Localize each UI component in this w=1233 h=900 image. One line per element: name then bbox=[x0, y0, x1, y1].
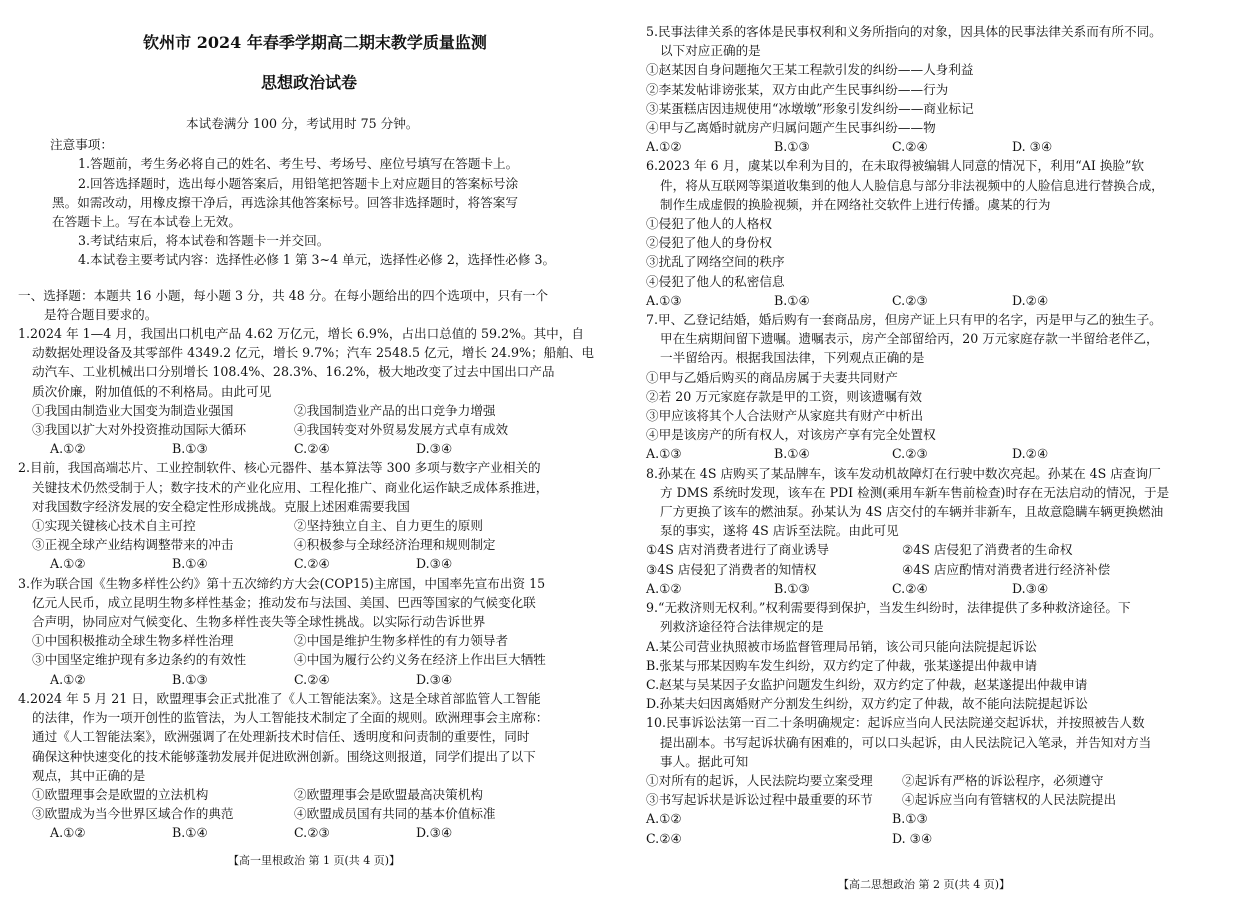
statement-4: ④欧盟成员国有共同的基本价值标准 bbox=[294, 806, 496, 822]
answer-b: B.①④ bbox=[172, 825, 208, 841]
question-1-text: 质次价廉，附加值低的不利格局。由此可见 bbox=[32, 383, 272, 399]
statement-4: ④4S 店应酌情对消费者进行经济补偿 bbox=[902, 561, 1111, 577]
statement-2: ②4S 店侵犯了消费者的生命权 bbox=[902, 542, 1073, 558]
statement-3: ③甲应该将其个人合法财产从家庭共有财产中析出 bbox=[646, 408, 924, 424]
question-4-text: 的法律，作为一项开创性的监管法，为人工智能技术制定了全面的规则。欧洲理事会主席称： bbox=[32, 710, 549, 726]
statement-1: ①对所有的起诉，人民法院均要立案受理 bbox=[646, 772, 873, 788]
question-4-statements bbox=[18, 804, 606, 823]
answer-a: A.①② bbox=[646, 139, 682, 155]
answer-d: D. ③④ bbox=[1012, 139, 1053, 155]
notice-line: 1.答题前，考生务必将自己的姓名、考生号、考场号、座位号填写在答题卡上。 bbox=[78, 156, 519, 172]
question-5: 5.民事法律关系的客体是民事权利和义务所指向的对象，因具体的民事法律关系而有所不同。 bbox=[646, 24, 1162, 39]
right-column bbox=[646, 22, 1218, 848]
question-8-answers bbox=[646, 579, 1218, 598]
answer-a: A.①② bbox=[646, 811, 682, 827]
answer-d: D. ③④ bbox=[892, 830, 933, 846]
statement-2: ②李某发帖诽谤张某，双方由此产生民事纠纷——行为 bbox=[646, 81, 949, 97]
section-heading-cont: 是符合题目要求的。 bbox=[44, 306, 158, 322]
statement-4: ④甲与乙离婚时就房产归属问题产生民事纠纷——物 bbox=[646, 120, 936, 136]
answer-b: B.①③ bbox=[774, 139, 810, 155]
statement-4: ④甲是该房产的所有权人，对该房产享有完全处置权 bbox=[646, 427, 936, 443]
question-10-text: 提出副本。书写起诉状确有困难的，可以口头起诉，由人民法院记入笔录，并告知对方当 bbox=[660, 734, 1152, 750]
answer-d: D.③④ bbox=[416, 556, 453, 572]
left-column bbox=[18, 114, 606, 843]
statement-1: ①赵某因自身问题拖欠王某工程款引发的纠纷——人身利益 bbox=[646, 62, 974, 78]
question-1-text: 动数据处理设备及其零部件 4349.2 亿元，增长 9.7%；汽车 2548.5 亿元，增长 24.9%；船舶、电 bbox=[32, 345, 594, 361]
answer-b: B.①④ bbox=[774, 292, 810, 308]
statement-1: ①欧盟理事会是欧盟的立法机构 bbox=[32, 786, 209, 802]
question-3: 3.作为联合国《生物多样性公约》第十五次缔约方大会(COP15)主席国，中国率先宣布出资 15 bbox=[18, 575, 546, 591]
statement-3: ③中国坚定维护现有多边条约的有效性 bbox=[32, 652, 247, 668]
statement-3: ③欧盟成为当今世界区域合作的典范 bbox=[32, 806, 234, 822]
statement-2: ②我国制造业产品的出口竞争力增强 bbox=[294, 402, 496, 418]
question-2-text: 对我国数字经济发展的安全稳定性形成挑战。克服上述困难需要我国 bbox=[32, 498, 410, 514]
question-1: 1.2024 年 1—4 月，我国出口机电产品 4.62 万亿元，增长 6.9%，占出口总值的 59.2%。其中，自 bbox=[18, 326, 584, 342]
statement-4: ④起诉应当向有管辖权的人民法院提出 bbox=[902, 792, 1117, 808]
statement-4: ④侵犯了他人的私密信息 bbox=[646, 273, 785, 289]
question-4-text: 观点，其中正确的是 bbox=[32, 767, 146, 783]
question-2-statements bbox=[18, 516, 606, 535]
answer-d: D.③④ bbox=[1012, 580, 1049, 596]
question-1-text: 动汽车、工业机械出口分别增长 108.4%、28.3%、16.2%，极大地改变了过去中国出口产品 bbox=[32, 364, 555, 380]
notice-line: 黑。如需改动，用橡皮擦干净后，再选涂其他答案标号。回答非选择题时，将答案写 bbox=[52, 194, 518, 210]
answer-a: A.①③ bbox=[646, 292, 682, 308]
question-8: 8.孙某在 4S 店购买了某品牌车，该车发动机故障灯在行驶中数次亮起。孙某在 4S 店查询厂 bbox=[646, 465, 1161, 481]
answer-c: C.②④ bbox=[294, 441, 330, 457]
statement-3: ③书写起诉状是诉讼过程中最重要的环节 bbox=[646, 792, 873, 808]
answer-c: C.②③ bbox=[294, 825, 330, 841]
answer-b: B.①④ bbox=[774, 446, 810, 462]
question-10-statements bbox=[646, 790, 1218, 809]
question-10-answers bbox=[646, 809, 1218, 828]
question-5-answers bbox=[646, 137, 1218, 156]
question-5-text: 以下对应正确的是 bbox=[660, 43, 761, 59]
notice-line: 3.考试结束后，将本试卷和答题卡一并交回。 bbox=[78, 233, 330, 249]
statement-1: ①侵犯了他人的人格权 bbox=[646, 216, 772, 232]
question-8-text: 方 DMS 系统时发现，该车在 PDI 检测(乘用车新车售前检查)时存在无法启动的情况，于是 bbox=[660, 484, 1170, 500]
statement-1: ①甲与乙婚后购买的商品房属于夫妻共同财产 bbox=[646, 369, 898, 385]
answer-d: D.③④ bbox=[416, 825, 453, 841]
question-2-statements bbox=[18, 535, 606, 554]
answer-b: B.①③ bbox=[774, 580, 810, 596]
question-4-text: 通过《人工智能法案》，欧洲强调了在处理新技术时信任、透明度和问责制的重要性，同时 bbox=[32, 729, 530, 745]
answer-a: A.①② bbox=[50, 825, 86, 841]
statement-2: ②起诉有严格的诉讼程序，必须遵守 bbox=[902, 772, 1104, 788]
question-8-text: 泵的事实，遂将 4S 店诉至法院。由此可见 bbox=[660, 523, 899, 539]
question-3-answers bbox=[18, 670, 606, 689]
question-10: 10.民事诉讼法第一百二十条明确规定：起诉应当向人民法院递交起诉状，并按照被告人数 bbox=[646, 715, 1145, 731]
question-1-statements bbox=[18, 401, 606, 420]
question-8-statements bbox=[646, 560, 1218, 579]
question-6-answers bbox=[646, 291, 1218, 310]
question-10-statements bbox=[646, 771, 1218, 790]
answer-c: C.②④ bbox=[892, 580, 928, 596]
answer-c: C.②③ bbox=[892, 446, 928, 462]
answer-b: B.①③ bbox=[172, 671, 208, 687]
statement-1: ①我国由制造业大国变为制造业强国 bbox=[32, 402, 234, 418]
question-9-text: 列救济途径符合法律规定的是 bbox=[660, 619, 824, 635]
answer-a: A.①③ bbox=[646, 446, 682, 462]
question-8-text: 厂方更换了该车的燃油泵。孙某认为 4S 店交付的车辆并非新车，且故意隐瞒车辆更换燃油 bbox=[660, 504, 1164, 520]
question-10-text: 事人。据此可知 bbox=[660, 753, 749, 769]
question-7-text: 一半留给丙。根据我国法律，下列观点正确的是 bbox=[660, 350, 925, 366]
answer-b: B.①③ bbox=[172, 441, 208, 457]
answer-c: C.②③ bbox=[892, 292, 928, 308]
question-7: 7.甲、乙登记结婚，婚后购有一套商品房，但房产证上只有甲的名字，丙是甲与乙的独生子。 bbox=[646, 312, 1162, 328]
exam-subtitle: 思想政治试卷 bbox=[260, 73, 357, 92]
question-4-answers bbox=[18, 823, 606, 842]
question-3-text: 亿元人民币，成立昆明生物多样性基金；推动发布与法国、美国、巴西等国家的气候变化联 bbox=[32, 594, 536, 610]
question-2: 2.目前，我国高端芯片、工业控制软件、核心元器件、基本算法等 300 多项与数字产业相关的 bbox=[18, 460, 541, 476]
statement-2: ②欧盟理事会是欧盟最高决策机构 bbox=[294, 786, 483, 802]
answer-c: C.②④ bbox=[646, 830, 682, 846]
notice-line: 在答题卡上。写在本试卷上无效。 bbox=[52, 214, 241, 230]
question-3-statements bbox=[18, 631, 606, 650]
exam-title: 钦州市 2024 年春季学期高二期末教学质量监测 bbox=[143, 33, 487, 52]
question-2-answers bbox=[18, 554, 606, 573]
statement-2: ②侵犯了他人的身份权 bbox=[646, 235, 772, 251]
page-footer-right: 【高二思想政治 第 2 页(共 4 页)】 bbox=[838, 878, 1011, 891]
statement-2: ②坚持独立自主、自力更生的原则 bbox=[294, 518, 483, 534]
option-a: A.某公司营业执照被市场监督管理局吊销，该公司只能向法院提起诉讼 bbox=[646, 638, 1037, 654]
statement-4: ④中国为履行公约义务在经济上作出巨大牺牲 bbox=[294, 652, 546, 668]
statement-3: ③我国以扩大对外投资推动国际大循环 bbox=[32, 422, 247, 438]
statement-2: ②若 20 万元家庭存款是甲的工资，则该遗嘱有效 bbox=[646, 388, 922, 404]
question-4-statements bbox=[18, 785, 606, 804]
answer-d: D.③④ bbox=[416, 671, 453, 687]
statement-3: ③4S 店侵犯了消费者的知情权 bbox=[646, 561, 817, 577]
question-4-text: 确保这种快速变化的技术能够蓬勃发展并促进欧洲创新。围绕这则报道，同学们提出了以下 bbox=[32, 748, 536, 764]
option-d: D.孙某夫妇因离婚财产分割发生纠纷，双方约定了仲裁，故不能向法院提起诉讼 bbox=[646, 696, 1088, 712]
answer-d: D.②④ bbox=[1012, 292, 1049, 308]
page-footer-left: 【高一里根政治 第 1 页(共 4 页)】 bbox=[228, 854, 401, 867]
statement-3: ③某蛋糕店因违规使用“冰墩墩”形象引发纠纷——商业标记 bbox=[646, 100, 974, 116]
statement-3: ③扰乱了网络空间的秩序 bbox=[646, 254, 785, 270]
notice-line: 2.回答选择题时，选出每小题答案后，用铅笔把答题卡上对应题目的答案标号涂 bbox=[78, 175, 519, 191]
statement-4: ④我国转变对外贸易发展方式卓有成效 bbox=[294, 422, 509, 438]
answer-d: D.③④ bbox=[416, 441, 453, 457]
statement-4: ④积极参与全球经济治理和规则制定 bbox=[294, 537, 496, 553]
statement-3: ③正视全球产业结构调整带来的冲击 bbox=[32, 537, 234, 553]
question-3-statements bbox=[18, 650, 606, 669]
question-7-answers bbox=[646, 444, 1218, 463]
question-8-statements bbox=[646, 540, 1218, 559]
answer-a: A.①② bbox=[646, 580, 682, 596]
answer-c: C.②④ bbox=[294, 556, 330, 572]
statement-2: ②中国是维护生物多样性的有力领导者 bbox=[294, 633, 509, 649]
question-9: 9.“无救济则无权利。”权利需要得到保护，当发生纠纷时，法律提供了多种救济途径。下 bbox=[646, 600, 1131, 616]
answer-a: A.①② bbox=[50, 671, 86, 687]
question-6-text: 件，将从互联网等渠道收集到的他人人脸信息与部分非法视频中的人脸信息进行替换合成， bbox=[660, 177, 1164, 193]
option-b: B.张某与邢某因购车发生纠纷，双方约定了仲裁，张某遂提出仲裁申请 bbox=[646, 657, 1038, 673]
answer-a: A.①② bbox=[50, 556, 86, 572]
question-6-text: 制作生成虚假的换脸视频，并在网络社交软件上进行传播。虞某的行为 bbox=[660, 196, 1051, 212]
answer-d: D.②④ bbox=[1012, 446, 1049, 462]
statement-1: ①中国积极推动全球生物多样性治理 bbox=[32, 633, 234, 649]
exam-info: 本试卷满分 100 分，考试用时 75 分钟。 bbox=[186, 116, 419, 131]
notice-line: 4.本试卷主要考试内容：选择性必修 1 第 3~4 单元，选择性必修 2，选择性必修 3。 bbox=[78, 252, 556, 268]
notice-heading: 注意事项： bbox=[50, 137, 113, 153]
answer-a: A.①② bbox=[50, 441, 86, 457]
answer-c: C.②④ bbox=[892, 139, 928, 155]
question-1-statements bbox=[18, 420, 606, 439]
question-7-text: 甲在生病期间留下遗嘱。遗嘱表示，房产全部留给丙，20 万元家庭存款一半留给老伴乙， bbox=[660, 331, 1159, 347]
answer-c: C.②④ bbox=[294, 671, 330, 687]
question-2-text: 关键技术仍然受制于人；数字技术的产业化应用、工程化推广、商业化运作缺乏成体系推进， bbox=[32, 479, 549, 495]
answer-b: B.①④ bbox=[172, 556, 208, 572]
question-1-answers bbox=[18, 439, 606, 458]
option-c: C.赵某与吴某因子女监护问题发生纠纷，双方约定了仲裁，赵某遂提出仲裁申请 bbox=[646, 676, 1088, 692]
section-heading: 一、选择题：本题共 16 小题，每小题 3 分，共 48 分。在每小题给出的四个选项中，只有一个 bbox=[18, 287, 549, 303]
question-3-text: 合声明，协同应对气候变化、生物多样性丧失等全球性挑战。以实际行动告诉世界 bbox=[32, 614, 486, 630]
question-6: 6.2023 年 6 月，虞某以牟利为目的，在未取得被编辑人同意的情况下，利用“AI 换脸”软 bbox=[646, 158, 1145, 174]
question-10-answers bbox=[646, 829, 1218, 848]
answer-b: B.①③ bbox=[892, 811, 928, 827]
statement-1: ①实现关键核心技术自主可控 bbox=[32, 518, 196, 534]
statement-1: ①4S 店对消费者进行了商业诱导 bbox=[646, 542, 830, 558]
question-4: 4.2024 年 5 月 21 日，欧盟理事会正式批准了《人工智能法案》。这是全球首部监管人工智能 bbox=[18, 690, 541, 706]
